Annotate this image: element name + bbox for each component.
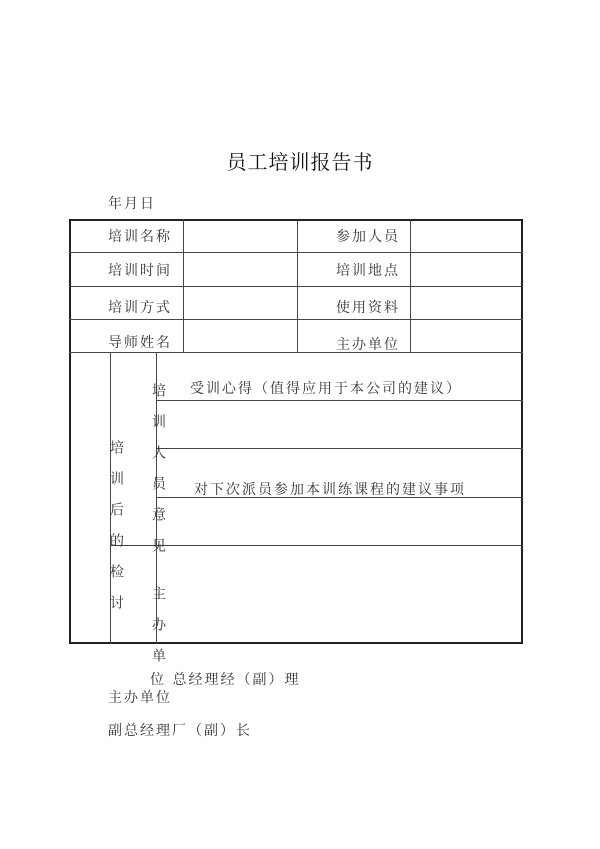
- label-participants: 参加人员: [336, 229, 400, 245]
- row-divider: [69, 352, 523, 353]
- insights-label: 受训心得（值得应用于本公司的建议）: [190, 381, 462, 397]
- organizer-signoff: 位 总经理经（副）理: [150, 672, 301, 688]
- page-title: 员工培训报告书: [226, 150, 374, 174]
- date-label: 年月日: [108, 196, 156, 212]
- suggestions-label: 对下次派员参加本训练课程的建议事项: [194, 482, 466, 498]
- label-training-name: 培训名称: [108, 229, 172, 245]
- row-divider: [156, 448, 523, 449]
- label-instructor: 导师姓名: [108, 335, 172, 351]
- footer-organizer: 主办单位: [108, 690, 172, 706]
- footer-deputy: 副总经理厂（副）长: [108, 723, 252, 739]
- row-divider: [156, 400, 523, 401]
- label-training-location: 培训地点: [336, 263, 400, 279]
- row-divider: [69, 319, 523, 320]
- label-training-method: 培训方式: [108, 300, 172, 316]
- col-divider: [297, 219, 298, 352]
- col-divider: [183, 219, 184, 352]
- report-table: [69, 219, 523, 644]
- label-training-time: 培训时间: [108, 263, 172, 279]
- col-divider: [410, 219, 411, 352]
- label-organizer: 主办单位: [336, 337, 400, 353]
- row-divider: [69, 286, 523, 287]
- trainee-opinion-label: 培训人员意见: [150, 383, 166, 569]
- row-divider: [110, 545, 523, 546]
- section-label-review: 培训后的检讨: [108, 440, 124, 626]
- row-divider: [69, 252, 523, 253]
- label-materials: 使用资料: [336, 300, 400, 316]
- organizer-label-vertical: 主办单: [150, 586, 166, 679]
